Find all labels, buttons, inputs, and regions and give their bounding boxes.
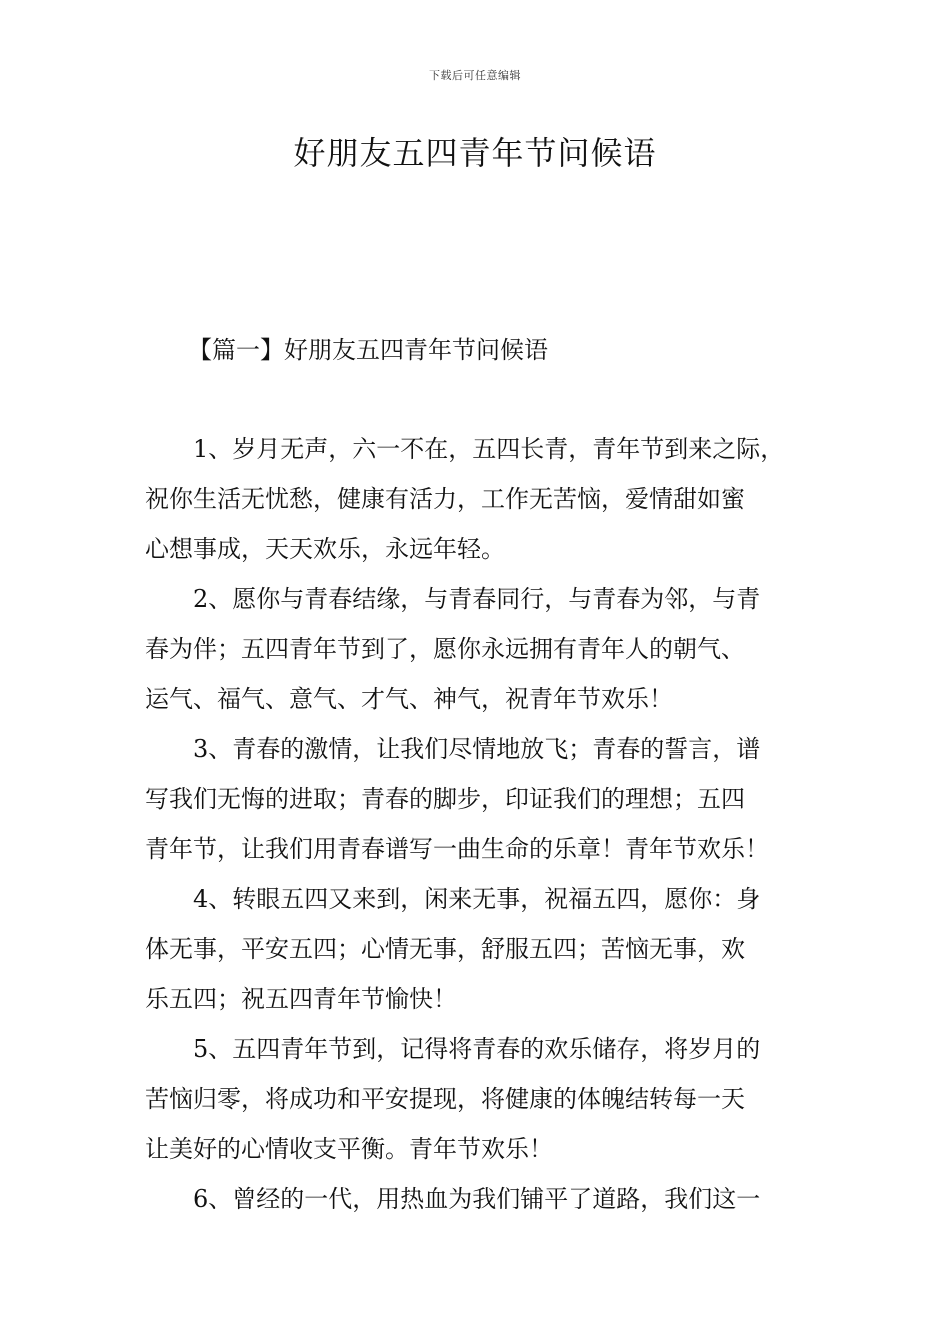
line: 6、曾经的一代，用热血为我们铺平了道路，我们这一 — [193, 1185, 761, 1213]
paragraph-1 — [145, 424, 825, 574]
line: 乐五四；祝五四青年节愉快！ — [145, 985, 457, 1013]
paragraph-2 — [145, 574, 825, 724]
paragraph-6 — [145, 1174, 825, 1224]
document-title: 好朋友五四青年节问候语 — [293, 134, 657, 172]
line: 运气、福气、意气、才气、神气，祝青年节欢乐！ — [145, 685, 673, 713]
line: 祝你生活无忧愁，健康有活力，工作无苦恼，爱情甜如蜜 — [145, 485, 745, 513]
line: 青年节，让我们用青春谱写一曲生命的乐章！青年节欢乐！ — [145, 835, 769, 863]
line: 3、青春的激情，让我们尽情地放飞；青春的誓言，谱 — [193, 735, 761, 763]
paragraph-5 — [145, 1024, 825, 1174]
paragraph-3 — [145, 724, 825, 874]
line: 春为伴；五四青年节到了，愿你永远拥有青年人的朝气、 — [145, 635, 745, 663]
line: 让美好的心情收支平衡。青年节欢乐！ — [145, 1135, 553, 1163]
line: 体无事，平安五四；心情无事，舒服五四；苦恼无事，欢 — [145, 935, 745, 963]
line: 写我们无悔的进取；青春的脚步，印证我们的理想；五四 — [145, 785, 745, 813]
line: 4、转眼五四又来到，闲来无事，祝福五四，愿你：身 — [193, 885, 761, 913]
paragraph-4 — [145, 874, 825, 1024]
line: 苦恼归零，将成功和平安提现，将健康的体魄结转每一天 — [145, 1085, 745, 1113]
line: 5、五四青年节到，记得将青春的欢乐储存，将岁月的 — [193, 1035, 761, 1063]
header-note: 下载后可任意编辑 — [429, 69, 521, 82]
body-text — [145, 424, 825, 1224]
line: 2、愿你与青春结缘，与青春同行，与青春为邻，与青 — [193, 585, 761, 613]
line: 1、岁月无声，六一不在，五四长青，青年节到来之际， — [193, 435, 785, 463]
line: 心想事成，天天欢乐，永远年轻。 — [145, 535, 505, 563]
section-heading: 【篇一】好朋友五四青年节问候语 — [188, 336, 548, 364]
